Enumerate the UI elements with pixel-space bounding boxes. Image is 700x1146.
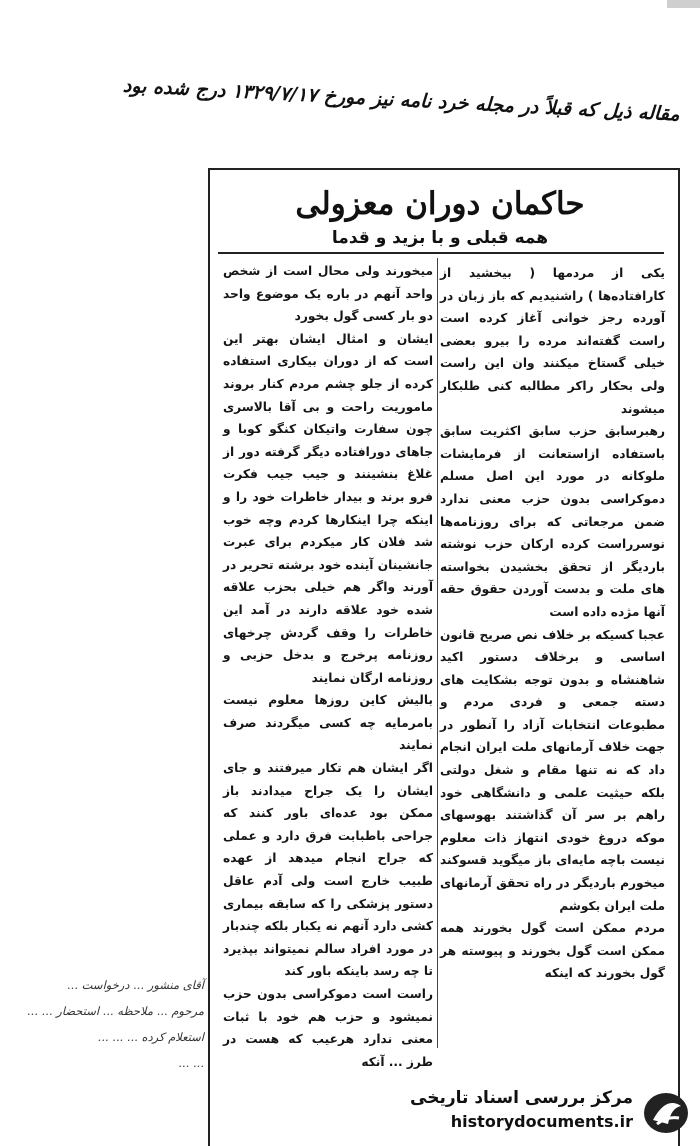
paragraph: راست است دموکراسی بدون حزب نمیشود و حزب هم خود با ثبات معنی ندارد هرعیب که هست در طرز ... آنکه — [223, 987, 433, 1069]
paragraph: بالیش کاین روزها معلوم نیست بامرمایه چه کسی میگردند صرف نمایند — [223, 693, 433, 753]
article-column-right — [440, 262, 665, 1062]
handwritten-margin-note — [22, 972, 204, 1076]
paragraph: مردم ممکن است گول بخورند همه ممکن است گول بخورند و پیوسته هر گول بخورند که اینکه — [440, 921, 665, 981]
article-headline: حاکمان دوران معزولی — [295, 186, 585, 222]
paragraph: ایشان و امثال ایشان بهتر این است که از دوران بیکاری استفاده کرده از جلو چشم مردم کنار بروند ماموریت راحت و بی آقا بالاسری چون سفارت واتیکان کنگو کوبا و جاهای دورافتاده دیگر گرفته دور از غلاغ بنشینند و جیب جیب فکرت فرو برند و بیدار خاطرات خود را و اینکه چرا اینکارها کردم وچه خوب شد فلان کار میکردم برای عبرت جانشینان آینده خود برشته تحریر در آورند واگر هم خیلی بحزب علاقه شده خود علاقه دارند در آمد این خاطرات را وقف گردش چرخهای روزنامه پرخرج و بدخل حزبی و روزنامه ارگان نمایند — [222, 331, 433, 685]
margin-note-line: استعلام کرده ... ... ... — [97, 1030, 204, 1044]
watermark-title: مرکز بررسی اسناد تاریخی — [410, 1088, 633, 1108]
paragraph: میخورند ولی محال است از شخص واحد آنهم در باره یک موضوع واحد دو بار کسی گول بخورد — [223, 264, 433, 324]
paragraph: رهبرسابق حزب سابق اکثریت سابق باستفاده ازاستعانت از فرمایشات ملوکانه در مورد این اصل مسلم دموکراسی بدون حزب معنی ندارد ضمن مرجعاتی که برای روزنامه‌ها نوسرراست کرده ارکان حزب نوشته باردیگر از تحقق بخشیدن بخواسته های ملت و بدست آوردن حقوق حقه آنها مژده داده است — [440, 424, 665, 619]
paragraph: عجبا کسیکه بر خلاف نص صریح قانون اساسی و برخلاف دستور اکید شاهنشاه و بدون توجه بشکایت های دسته جمعی و فردی مردم و مطبوعات انتخابات آزاد را آنطور در جهت خلاف آرمانهای ملت ایران انجام داد که نه تنها مقام و شغل دولتی بلکه حیثیت علمی و دانشگاهی خود راهم بر سر آن گذاشتند بهوسهای موکه دروغ خودی انتهاز ذات معلوم نیست باچه مایه‌ای باز میگوید قسوکند میخورم باردیگر در راه تحقق آرمانهای ملت ایران بکوشم — [440, 627, 665, 913]
watermark-url: historydocuments.ir — [450, 1112, 633, 1131]
margin-note-line: ... ... — [178, 1056, 204, 1070]
paragraph: اگر ایشان هم تکار میرفتند و جای ایشان را یک جراح میدادند باز ممکن بود عده‌ای باور کنند که جراحی باطبابت فرق دارد و عملی که جراح انجام میدهد از عهده طبیب خارج است ولی آدم عاقل دستور پزشکی را که سابقه بیماری کشی دارد آنهم نه یکبار بلکه چندبار در مورد افراد سالم نمیتواند بپذیرد تا چه رسد باینکه باور کند — [223, 761, 433, 979]
margin-note-line: مرحوم ... ملاحظه ... استحضار ... ... — [27, 1004, 204, 1018]
handwritten-header-note: مقاله ذیل که قبلاً در مجله خرد نامه نیز مورخ ۱۳۲۹/۷/۱۷ درج شده بود — [122, 74, 681, 126]
article-subheadline: همه قبلی و با بزید و قدما — [331, 228, 549, 248]
margin-note-line: آقای منشور ... درخواست ... — [67, 978, 204, 992]
paragraph: یکی از مردمها ( بیخشید از کارافتاده‌ها ) راشنیدیم که باز زبان در آورده رجز خوانی آغاز کرده است راست گفته‌اند مرده را بیرو بعضی خیلی گستاخ میکنند وان این راست ولی بحکار راکر مطالبه کنی طلبکار میشوند — [440, 266, 665, 416]
archive-watermark — [410, 1088, 695, 1140]
article-column-left — [223, 260, 433, 1142]
archive-logo-icon — [641, 1090, 691, 1136]
headline-rule — [218, 252, 664, 254]
scan-edge-mark — [667, 0, 700, 8]
column-divider — [437, 258, 438, 1048]
